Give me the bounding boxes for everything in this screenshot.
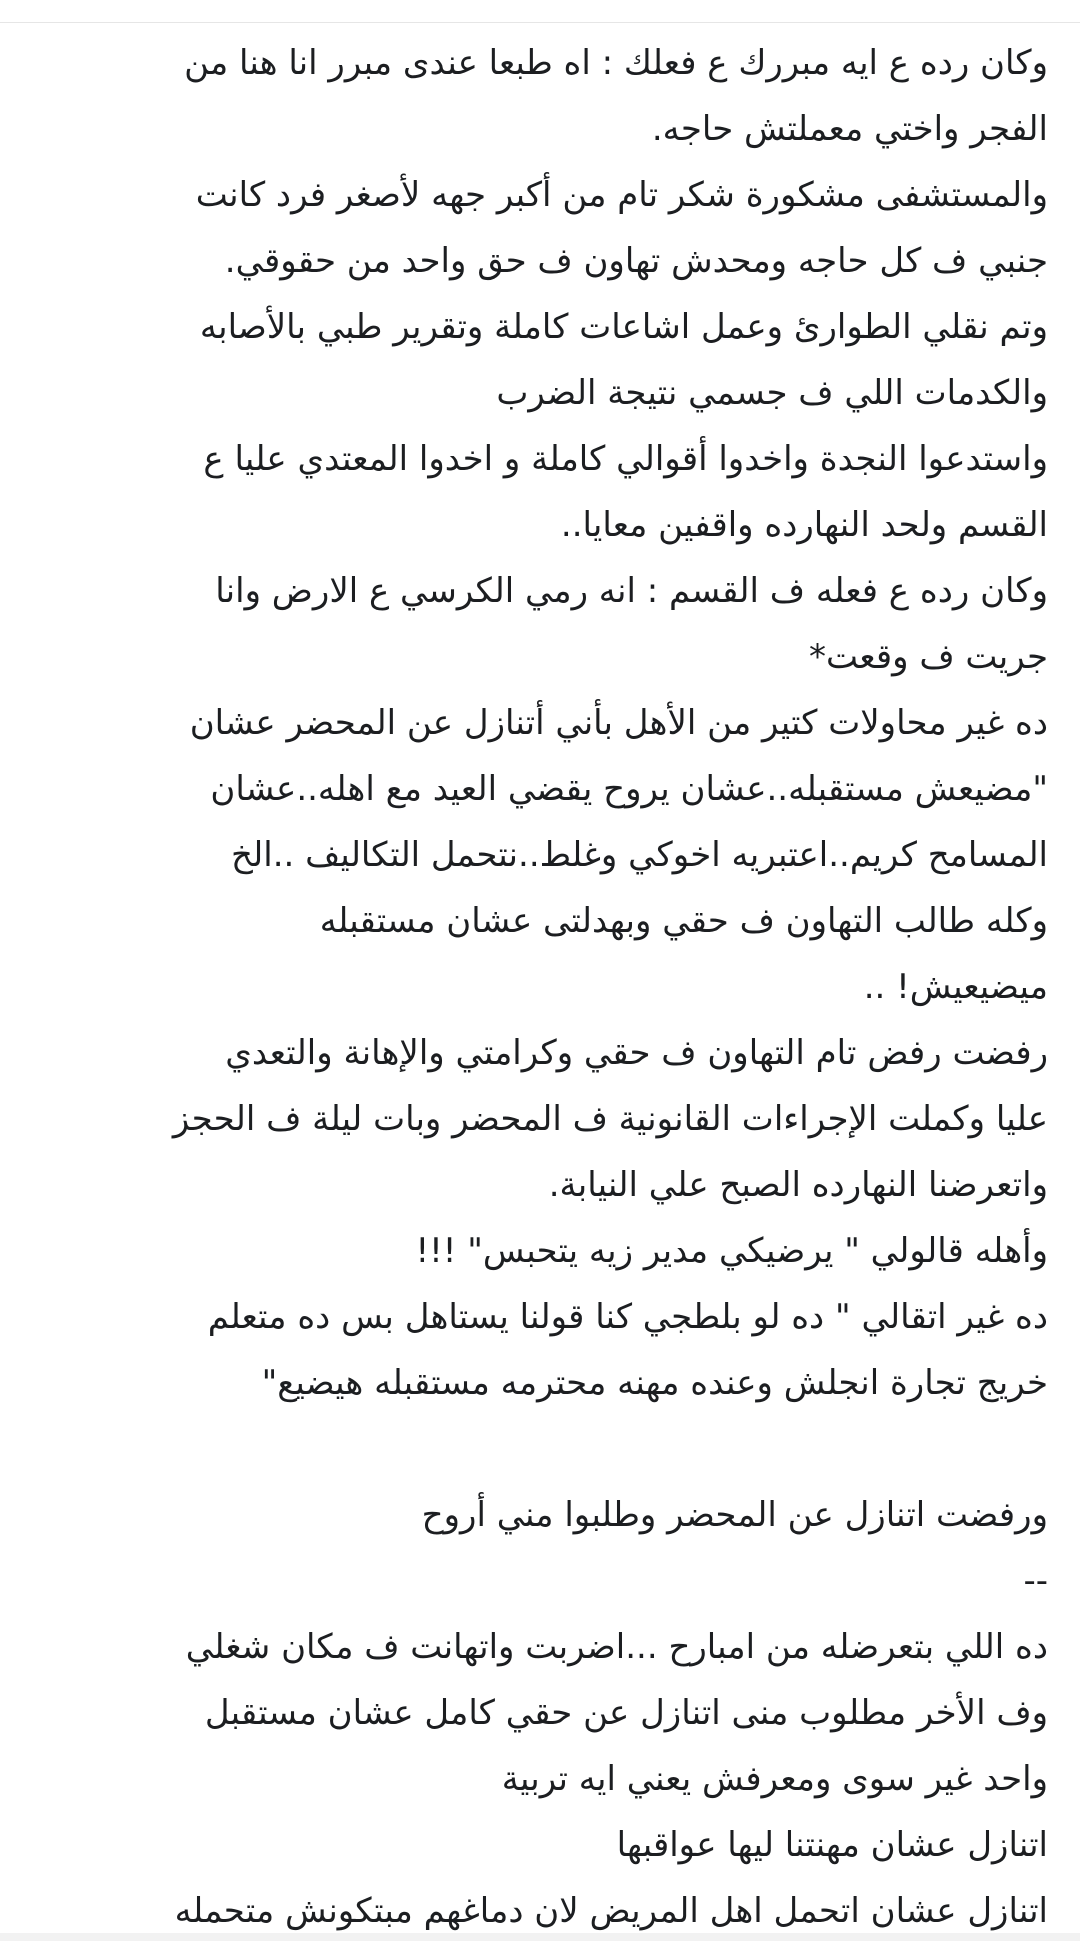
- post-body: [28, 30, 1048, 1941]
- post-line: خريج تجارة انجلش وعنده مهنه محترمه مستقبله هيضيع": [261, 1363, 1048, 1403]
- post-line: ده اللي بتعرضله من امبارح ...اضربت واتهانت ف مكان شغلي: [185, 1627, 1048, 1667]
- post-line: وكان رده ع فعله ف القسم : انه رمي الكرسي ع الارض وانا: [215, 571, 1048, 611]
- bottom-band: [0, 1933, 1080, 1941]
- post-line-separator: --: [1023, 1561, 1048, 1601]
- post-line: ميضيعيش! ..: [863, 967, 1048, 1007]
- post-line: عليا وكملت الإجراءات القانونية ف المحضر وبات ليلة ف الحجز: [172, 1099, 1048, 1139]
- post-line: والكدمات اللي ف جسمي نتيجة الضرب: [496, 373, 1048, 413]
- post-line: وأهله قالولي " يرضيكي مدير زيه يتحبس" !!!: [415, 1231, 1048, 1271]
- post-line: "مضيعش مستقبله..عشان يروح يقضي العيد مع اهله..عشان: [210, 769, 1048, 809]
- post-line-blank: [28, 1416, 1048, 1482]
- post-line: المسامح كريم..اعتبريه اخوكي وغلط..نتحمل التكاليف ..الخ: [230, 835, 1048, 875]
- post-line: واحد غير سوى ومعرفش يعني ايه تربية: [501, 1759, 1048, 1799]
- post-line: ورفضت اتنازل عن المحضر وطلبوا مني أروح: [421, 1495, 1048, 1535]
- post-line: القسم ولحد النهارده واقفين معايا..: [560, 505, 1048, 545]
- post-line: ده غير محاولات كتير من الأهل بأني أتنازل عن المحضر عشان: [189, 703, 1048, 743]
- post-line: جنبي ف كل حاجه ومحدش تهاون ف حق واحد من حقوقي.: [224, 241, 1048, 281]
- post-line: الفجر واختي معملتش حاجه.: [651, 109, 1048, 149]
- post-line: جريت ف وقعت*: [809, 637, 1048, 677]
- post-line: ده غير اتقالي " ده لو بلطجي كنا قولنا يستاهل بس ده متعلم: [207, 1297, 1048, 1337]
- post-line: وف الأخر مطلوب منى اتنازل عن حقي كامل عشان مستقبل: [204, 1693, 1048, 1733]
- post-line: وتم نقلي الطوارئ وعمل اشاعات كاملة وتقرير طبي بالأصابه: [199, 307, 1048, 347]
- post-line: واستدعوا النجدة واخدوا أقوالي كاملة و اخدوا المعتدي عليا ع: [203, 439, 1048, 479]
- post-line: والمستشفى مشكورة شكر تام من أكبر جهه لأصغر فرد كانت: [195, 175, 1048, 215]
- post-line: وكان رده ع ايه مبررك ع فعلك : اه طبعا عندى مبرر انا هنا من: [184, 43, 1048, 83]
- post-line: وكله طالب التهاون ف حقي وبهدلتى عشان مستقبله: [319, 901, 1048, 941]
- post-line: رفضت رفض تام التهاون ف حقي وكرامتي والإهانة والتعدي: [225, 1033, 1048, 1073]
- post-line: اتنازل عشان مهنتنا ليها عواقبها: [616, 1825, 1048, 1865]
- top-divider: [0, 22, 1080, 23]
- post-line: واتعرضنا النهارده الصبح علي النيابة.: [548, 1165, 1048, 1205]
- post-line: اتنازل عشان اتحمل اهل المريض لان دماغهم مبتكونش متحمله: [174, 1891, 1048, 1931]
